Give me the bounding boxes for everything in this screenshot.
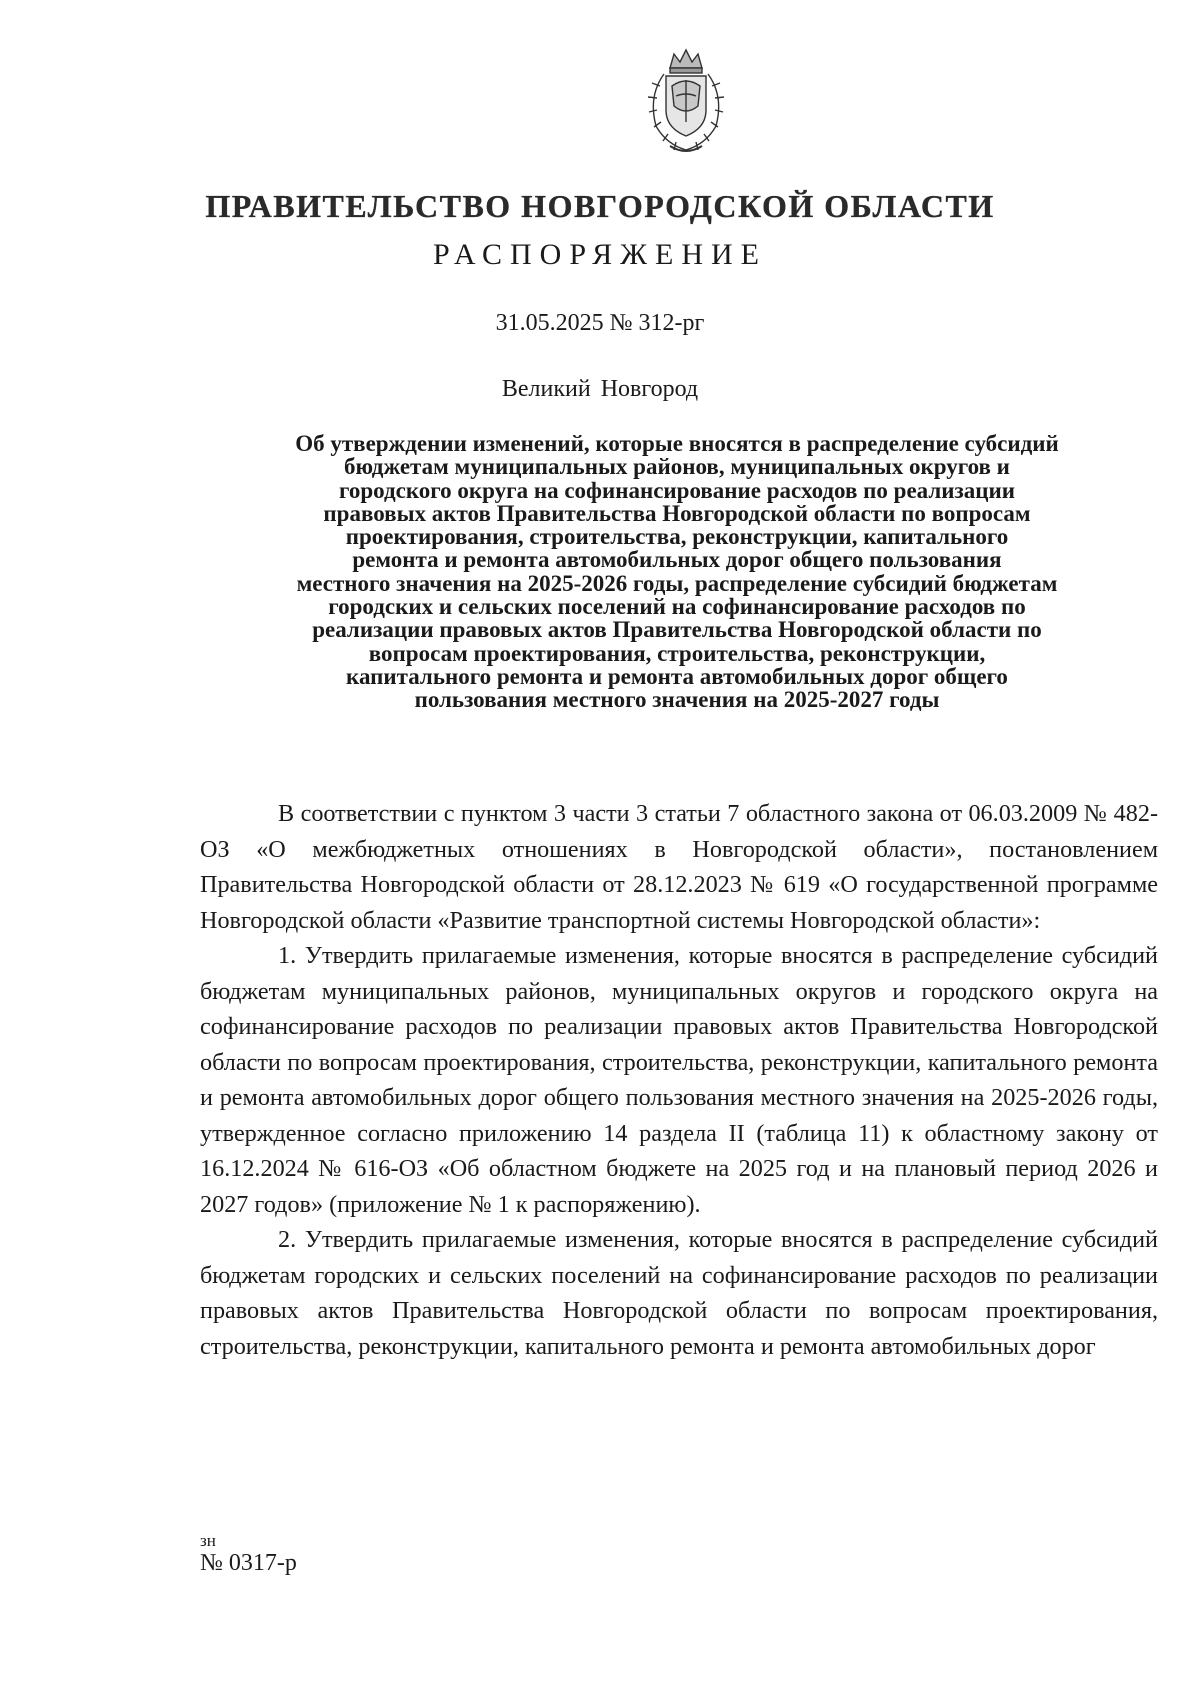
coat-of-arms-emblem — [640, 46, 732, 158]
document-type: РАСПОРЯЖЕНИЕ — [432, 238, 768, 271]
subject-line: городского округа на софинансирование расходов по реализации — [338, 477, 1016, 503]
subject-line: ремонта и ремонта автомобильных дорог общего пользования — [352, 547, 1002, 573]
organization-title: ПРАВИТЕЛЬСТВО НОВГОРОДСКОЙ ОБЛАСТИ — [205, 188, 995, 224]
preamble-paragraph: В соответствии с пунктом 3 части 3 статьи 7 областного закона от 06.03.2009 № 482-ОЗ «О межбюджетных отношениях в Новгородской области», постановлением Правительства Новгородской области от 28.12.2023 № 619 «О государственной программе Новгородской области «Развитие транспортной системы Новгородской области»: — [200, 800, 1158, 934]
subject-line: правовых актов Правительства Новгородской области по вопросам — [323, 500, 1031, 526]
subject-line: реализации правовых актов Правительства Новгородской области по — [312, 617, 1042, 643]
document-date-number: 31.05.2025 № 312-рг — [495, 310, 705, 336]
document-body — [200, 796, 1158, 1364]
subject-line: местного значения на 2025-2026 годы, распределение субсидий бюджетам — [296, 570, 1058, 596]
executor-initials: зн — [200, 1531, 216, 1550]
subject-line: проектирования, строительства, реконструкции, капитального — [345, 524, 1009, 550]
document-footer — [200, 1532, 297, 1576]
subject-line: бюджетам муниципальных районов, муниципальных округов и — [344, 454, 1010, 480]
subject-line: вопросам проектирования, строительства, реконструкции, — [368, 640, 986, 666]
document-subject — [196, 432, 1158, 712]
document-city: Великий Новгород — [501, 376, 699, 402]
item-1-paragraph: 1. Утвердить прилагаемые изменения, которые вносятся в распределение субсидий бюджетам муниципальных районов, муниципальных округов и городского округа на софинансирование расходов по реализации правовых актов Правительства Новгородской области по вопросам проектирования, строительства, реконструкции, капитального ремонта и ремонта автомобильных дорог общего пользования местного значения на 2025-2026 годы, утвержденное согласно приложению 14 раздела II (таблица 11) к областному закону от 16.12.2024 № 616-ОЗ «Об областном бюджете на 2025 год и на плановый период 2026 и 2027 годов» (приложение № 1 к распоряжению). — [200, 942, 1158, 1218]
item-2-paragraph: 2. Утвердить прилагаемые изменения, которые вносятся в распределение субсидий бюджетам городских и сельских поселений на софинансирование расходов по реализации правовых актов Правительства Новгородской области по вопросам проектирования, строительства, реконструкции, капитального ремонта и ремонта автомобильных дорог — [200, 1226, 1158, 1360]
subject-line: капитального ремонта и ремонта автомобильных дорог общего — [346, 663, 1008, 689]
subject-line: Об утверждении изменений, которые вносятся в распределение субсидий — [295, 431, 1059, 456]
document-code: № 0317-р — [200, 1550, 297, 1576]
subject-line: городских и сельских поселений на софинансирование расходов по — [328, 594, 1026, 620]
subject-line: пользования местного значения на 2025-2027 годы — [414, 687, 940, 713]
